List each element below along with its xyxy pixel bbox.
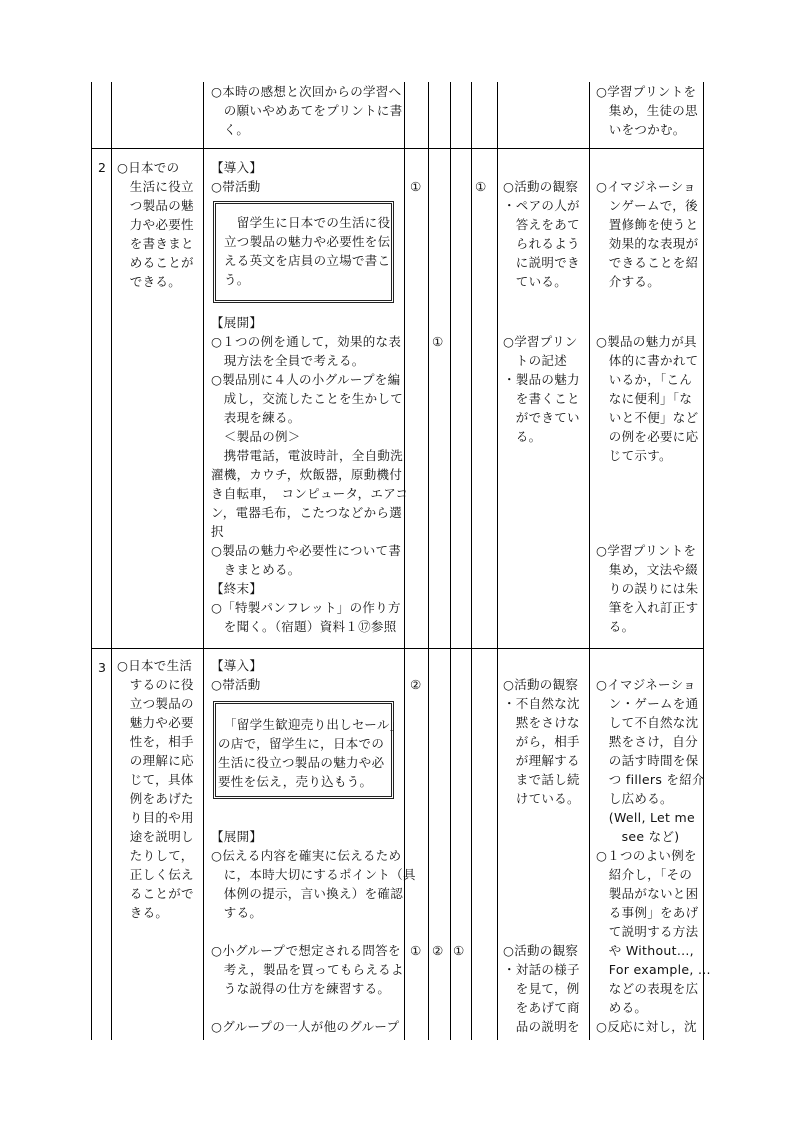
row3-eval-line: ○活動の観察	[503, 943, 579, 958]
row2-task-box	[213, 201, 394, 303]
row2-dev-line: き自転車， コンピュータ，エアコ	[211, 486, 409, 501]
row2-intro-heading: 【導入】	[211, 160, 263, 175]
row3-support-line: などの表現を広	[596, 981, 699, 996]
row3-task-line: 要性を伝え，売り込もう。	[218, 774, 373, 789]
row1-support-line: ○学習プリントを	[596, 84, 697, 99]
row3-dev-line: に，本時大切にするポイント（具	[211, 867, 416, 882]
row2-mark: ①	[432, 334, 444, 349]
row2-eval-line: ・ペアの人が	[503, 198, 580, 213]
row3-number: 3	[98, 660, 106, 675]
row2-support-line: 置修飾を使うと	[596, 217, 699, 232]
row2-eval-line: を書くこと	[503, 391, 580, 406]
row2-eval-line: に説明でき	[503, 255, 580, 270]
row2-dev-line: ○「特製パンフレット」の作り方	[211, 600, 401, 615]
row3-eval-line: 品の説明を	[503, 1019, 580, 1034]
row3-eval-line: ・不自然な沈	[503, 696, 580, 711]
row3-dev-line: ○グループの一人が他のグループ	[211, 1019, 400, 1034]
row2-support-line: る。	[596, 619, 635, 634]
row3-support-line: 紹介し，「その	[596, 867, 693, 882]
row3-support-line: (Well, Let me	[596, 810, 695, 825]
row2-eval-line: ○学習プリン	[503, 334, 578, 349]
row3-dev-line: ○伝える内容を確実に伝えるため	[211, 848, 402, 863]
row2-support-line: いと不便」など	[596, 410, 699, 425]
row2-dev-line: ○製品の魅力や必要性について書	[211, 543, 402, 558]
row3-support-line: 黙をさけ，自分	[596, 734, 698, 749]
row2-eval-line: 答えをあて	[503, 217, 580, 232]
row3-dev-line: ○小グループで想定される問答を	[211, 943, 401, 958]
row3-support-line: し広める。	[596, 791, 673, 806]
row2-dev-line: 現方法を全員で考える。	[211, 353, 365, 368]
row3-support-line: ○イマジネーショ	[596, 677, 696, 692]
row3-support-line: める。	[596, 1000, 648, 1015]
row3-dev-line: する。	[211, 905, 263, 920]
row3-intro-heading: 【導入】	[211, 658, 263, 673]
row3-support-line: ○反応に対し，沈	[596, 1019, 697, 1034]
row3-eval-line: 黙をさけな	[503, 715, 580, 730]
row3-support-line: 製品がないと困	[596, 886, 699, 901]
row2-support-line: ○製品の魅力が具	[596, 334, 697, 349]
row3-eval-line: まで話し続	[503, 772, 580, 787]
row2-support-line: りの誤りには朱	[596, 581, 699, 596]
row1-activity-line: く。	[211, 122, 250, 137]
row3-task-line: 「留学生歓迎売り出しセール」	[224, 717, 403, 732]
row2-dev-line: ○１つの例を通して，効果的な表	[211, 334, 402, 349]
row2-dev-line: 【展開】	[211, 315, 263, 330]
row2-dev-line: ン，電器毛布，こたつなどから選	[211, 505, 403, 520]
row2-dev-line: 【終末】	[211, 581, 263, 596]
row2-support-line: じて示す。	[596, 448, 672, 463]
row3-dev-line: 考え，製品を買ってもらえるよ	[211, 962, 404, 977]
row2-goal-line: ○日本での	[117, 160, 180, 175]
row3-support-line: る事例」をあげ	[596, 905, 699, 920]
row2-eval-line: トの記述	[503, 353, 568, 368]
row3-eval-line: をあげて商	[503, 1000, 580, 1015]
row2-support-line: ○イマジネーショ	[596, 179, 696, 194]
row3-dev-line: 体例の提示，言い換え）を確認	[211, 886, 404, 901]
row2-mark: ①	[475, 179, 487, 194]
row3-mark: ①	[410, 943, 422, 958]
row3-eval-line: が理解する	[503, 753, 580, 768]
row3-eval-line: ○活動の観察	[503, 677, 579, 692]
row2-support-line: 筆を入れ訂正す	[596, 600, 699, 615]
row3-task-line: 生活に役立つ製品の魅力や必	[218, 755, 385, 770]
row2-dev-line: 表現を練る。	[211, 410, 301, 425]
row3-goal-line: ることがで	[117, 886, 194, 901]
row2-support-line: 効果的な表現が	[596, 236, 699, 251]
row3-mark: ②	[432, 943, 444, 958]
row3-support-line: つ fillers を紹介	[596, 772, 705, 787]
row2-dev-line: きまとめる。	[211, 562, 301, 577]
row2-dev-line: 濯機，カウチ，炊飯器，原動機付	[211, 467, 403, 482]
row2-goal-line: めることが	[117, 255, 194, 270]
row3-goal-line: ○日本で生活	[117, 658, 193, 673]
row2-goal-line: を書きまと	[117, 236, 194, 251]
row3-eval-line: けている。	[503, 791, 580, 806]
row2-task-line: 留学生に日本での生活に役	[224, 215, 391, 230]
row2-dev-line: 携帯電話，電波時計，全自動洗	[211, 448, 404, 463]
row3-support-line: ○１つのよい例を	[596, 848, 697, 863]
row2-support-line: できることを紹	[596, 255, 699, 270]
row2-eval-line: ○活動の観察	[503, 179, 579, 194]
row2-dev-line: を聞く。（宿題）資料１⑰参照	[211, 619, 397, 634]
row3-support-line: して不自然な沈	[596, 715, 699, 730]
row2-goal-line: 力や必要性	[117, 217, 194, 232]
row3-goal-line: 立つ製品の	[117, 696, 194, 711]
row3-dev-line: うな説得の仕方を練習する。	[211, 981, 391, 996]
row3-support-line: や Without...,	[596, 943, 694, 958]
row2-support-line: 介する。	[596, 274, 661, 289]
row1-support-line: 集め，生徒の思	[596, 103, 698, 118]
row2-task-line: 立つ製品の魅力や必要性を伝	[224, 234, 391, 249]
row3-goal-line: り目的や用	[117, 810, 194, 825]
row3-goal-line: するのに役	[117, 677, 194, 692]
row2-support-line: いるか，「こん	[596, 372, 693, 387]
row2-support-line: ンゲームで，後	[596, 198, 698, 213]
row3-support-line: ン・ゲームを通	[596, 696, 699, 711]
row2-eval-line: ている。	[503, 274, 568, 289]
row3-goal-line: 正しく伝え	[117, 867, 194, 882]
row2-dev-line: ＜製品の例＞	[211, 429, 301, 444]
row3-task-line: の店で，留学生に，日本での	[218, 736, 385, 751]
row3-support-line: For example, ...	[596, 962, 711, 977]
row2-task-line: える英文を店員の立場で書こ	[224, 253, 391, 268]
row3-support-line: see など)	[596, 829, 680, 844]
row3-mark: ②	[410, 677, 422, 692]
row2-goal-line: できる。	[117, 274, 182, 289]
row3-eval-line: を見て，例	[503, 981, 580, 996]
row1-activity-line: の願いやめあてをプリントに書	[211, 103, 403, 118]
row3-goal-line: 性を，相手	[117, 734, 194, 749]
row2-dev-line: ○製品別に４人の小グループを編	[211, 372, 401, 387]
row2-support-line: 集め，文法や綴	[596, 562, 698, 577]
row2-support-line: なに便利」「な	[596, 391, 693, 406]
row3-task-box	[213, 701, 403, 799]
row3-support-line: て説明する方法	[596, 924, 699, 939]
row3-goal-line: 例をあげた	[117, 791, 194, 806]
row3-support-line: の話す時間を保	[596, 753, 699, 768]
row2-mark: ①	[410, 179, 422, 194]
row3-eval-line: がら，相手	[503, 734, 580, 749]
row2-dev-line: 成し，交流したことを生かして	[211, 391, 404, 406]
row1-activity-line: ○本時の感想と次回からの学習へ	[211, 84, 402, 99]
row3-goal-line: きる。	[117, 905, 169, 920]
row2-goal-line: 生活に役立	[117, 179, 194, 194]
row2-intro-item: ○帯活動	[211, 179, 261, 194]
row2-eval-line: ができてい	[503, 410, 580, 425]
row3-mark: ①	[453, 943, 465, 958]
row2-eval-line: ・製品の魅力	[503, 372, 580, 387]
row2-support-line: 体的に書かれて	[596, 353, 699, 368]
row3-eval-line: ・対話の様子	[503, 962, 580, 977]
row3-goal-line: たりして，	[117, 848, 194, 863]
row3-goal-line: 魅力や必要	[117, 715, 194, 730]
row2-eval-line: られるよう	[503, 236, 580, 251]
row2-number: 2	[98, 160, 106, 175]
row2-eval-line: る。	[503, 429, 542, 444]
row2-support-line: ○学習プリントを	[596, 543, 697, 558]
row1-support-line: いをつかむ。	[596, 122, 686, 137]
row2-task-line: う。	[224, 272, 250, 287]
row3-goal-line: の理解に応	[117, 753, 194, 768]
row3-goal-line: じて，具体	[117, 772, 194, 787]
row3-dev-line: 【展開】	[211, 829, 263, 844]
row2-dev-line: 択	[211, 524, 224, 539]
row3-goal-line: 途を説明し	[117, 829, 194, 844]
row2-support-line: の例を必要に応	[596, 429, 699, 444]
row2-goal-line: つ製品の魅	[117, 198, 194, 213]
row3-intro-item: ○帯活動	[211, 677, 261, 692]
